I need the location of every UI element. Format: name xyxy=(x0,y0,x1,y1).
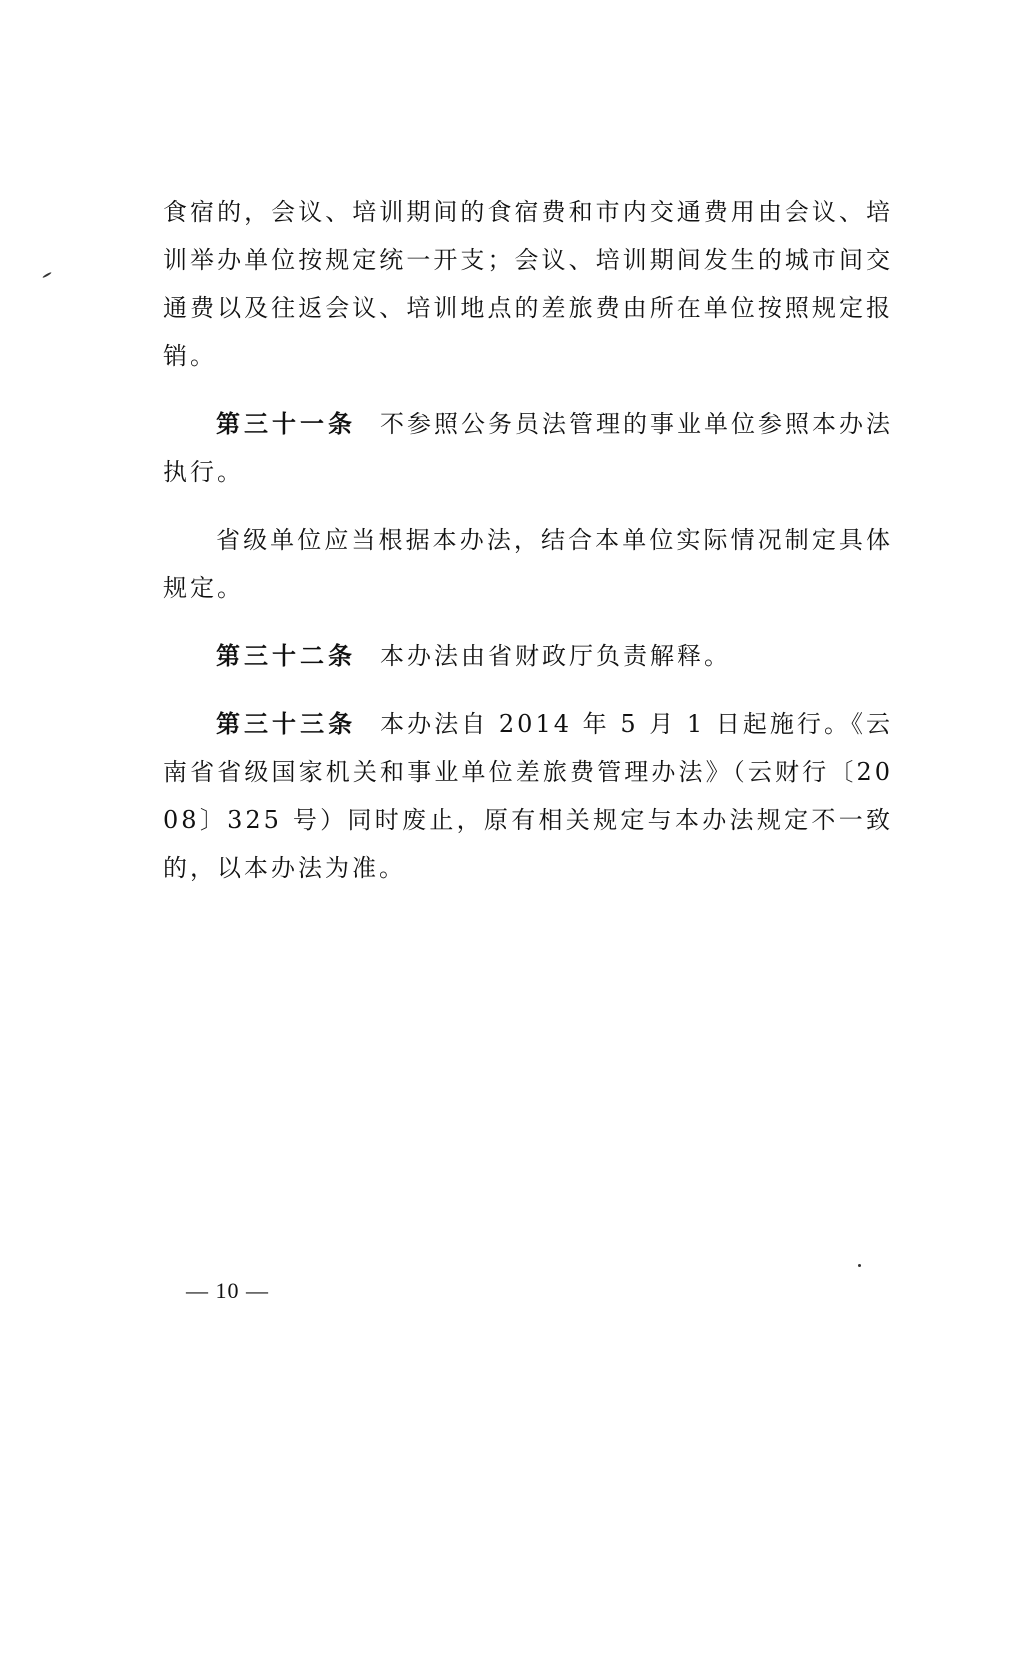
scan-artifact-dot xyxy=(858,1264,861,1267)
paragraph-continuation xyxy=(163,188,893,380)
paragraph-text: 不参照公务员法管理的事业单位参照本办法执行。 xyxy=(163,410,893,486)
article-number: 第三十三条 xyxy=(216,710,357,738)
article-32-paragraph xyxy=(163,632,893,680)
paragraph-text: 本办法自 2014 年 5 月 1 日起施行。《云南省省级国家机关和事业单位差旅费管理办法》（云财行〔2008〕325 号）同时废止，原有相关规定与本办法规定不一致的，以本办法为准。 xyxy=(163,710,894,882)
article-31-clause-2 xyxy=(163,516,893,612)
article-number: 第三十一条 xyxy=(216,410,356,438)
page-number: — 10 — xyxy=(186,1278,269,1303)
paragraph-text: 本办法由省财政厅负责解释。 xyxy=(380,642,731,670)
article-number: 第三十二条 xyxy=(216,642,356,670)
article-33-paragraph xyxy=(163,700,893,892)
article-31-paragraph xyxy=(163,400,893,496)
document-body xyxy=(163,188,893,912)
paragraph-text: 食宿的，会议、培训期间的食宿费和市内交通费用由会议、培训举办单位按规定统一开支；会议、培训期间发生的城市间交通费以及往返会议、培训地点的差旅费由所在单位按照规定报销。 xyxy=(163,198,893,370)
paragraph-text: 省级单位应当根据本办法，结合本单位实际情况制定具体规定。 xyxy=(163,526,893,602)
scan-artifact-mark xyxy=(42,272,52,279)
